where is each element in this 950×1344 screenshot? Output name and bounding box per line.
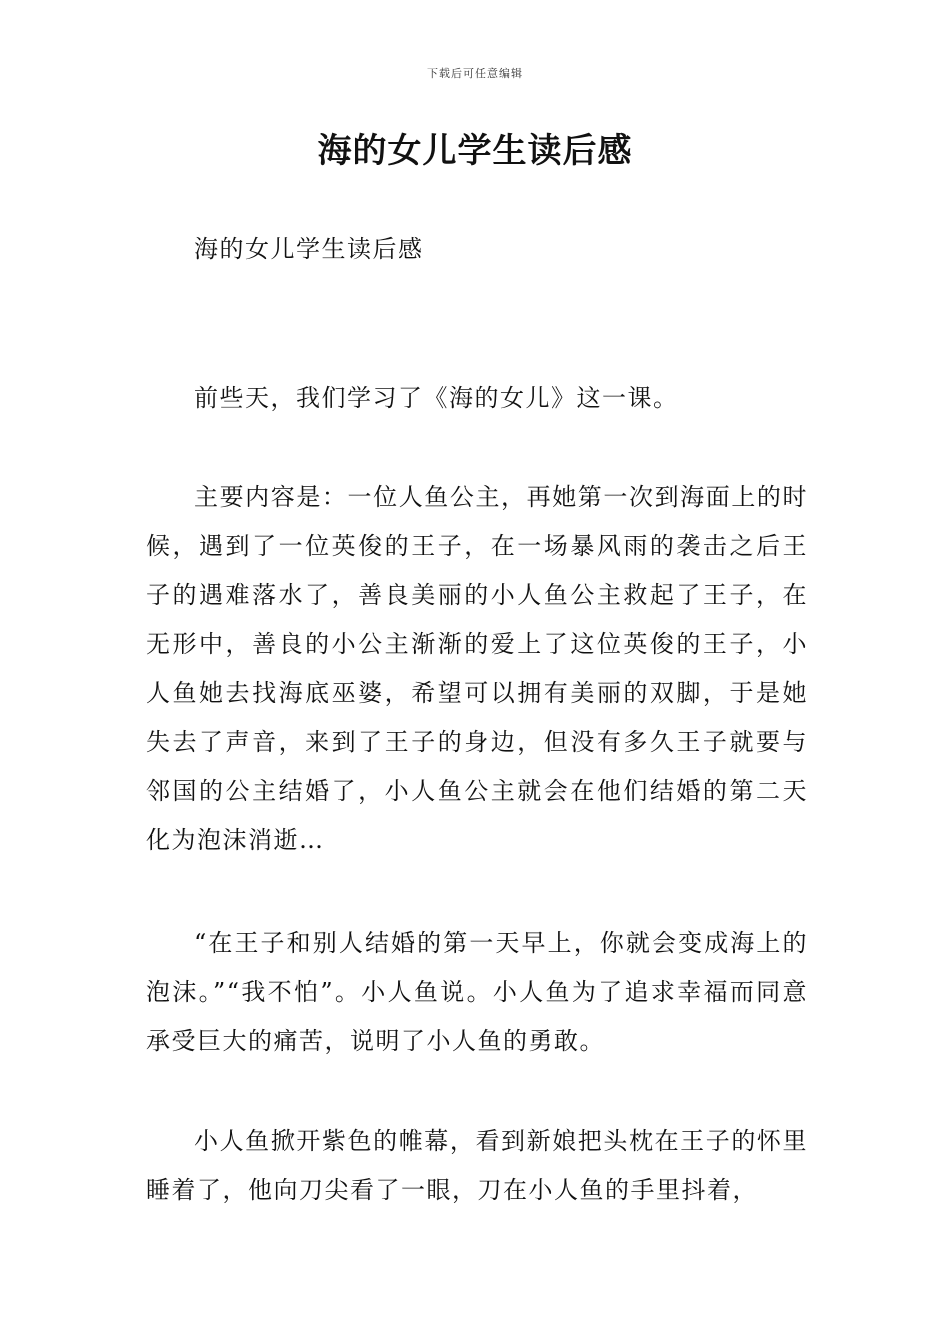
paragraph-quote: “在王子和别人结婚的第一天早上，你就会变成海上的泡沫。”“我不怕”。小人鱼说。小人鱼为了追求幸福而同意承受巨大的痛苦，说明了小人鱼的勇敢。 bbox=[146, 929, 808, 1055]
document-title: 海的女儿学生读后感 bbox=[317, 131, 633, 171]
paragraph-summary: 主要内容是：一位人鱼公主，再她第一次到海面上的时候，遇到了一位英俊的王子，在一场暴风雨的袭击之后王子的遇难落水了，善良美丽的小人鱼公主救起了王子，在无形中，善良的小公主渐渐的爱上了这位英俊的王子，小人鱼她去找海底巫婆，希望可以拥有美丽的双脚，于是她失去了声音，来到了王子的身边，但没有多久王子就要与邻国的公主结婚了，小人鱼公主就会在他们结婚的第二天化为泡沫消逝… bbox=[146, 483, 808, 854]
paragraph-curtain: 小人鱼掀开紫色的帷幕，看到新娘把头枕在王子的怀里睡着了，他向刀尖看了一眼，刀在小人鱼的手里抖着， bbox=[146, 1127, 808, 1204]
paragraph-intro: 前些天，我们学习了《海的女儿》这一课。 bbox=[194, 384, 679, 412]
header-note: 下载后可任意编辑 bbox=[427, 67, 523, 80]
paragraph-subtitle: 海的女儿学生读后感 bbox=[194, 235, 424, 263]
